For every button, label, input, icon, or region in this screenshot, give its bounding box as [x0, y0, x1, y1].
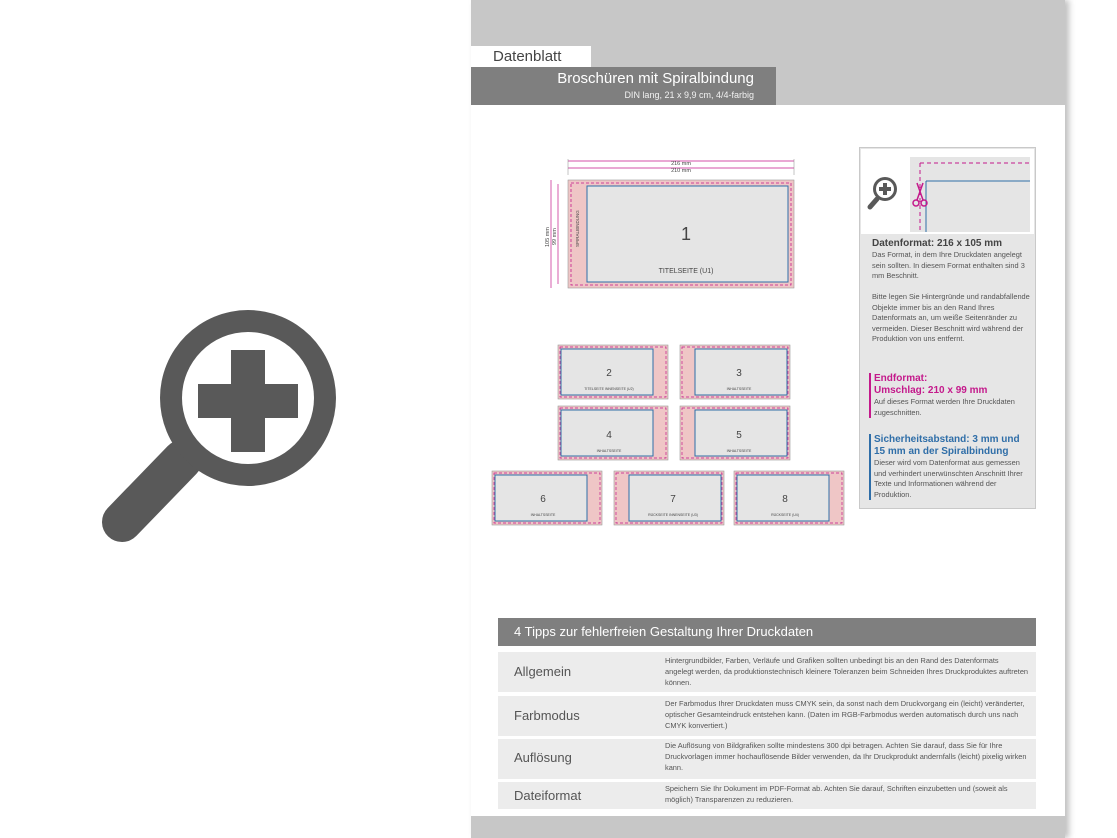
tip-label: Auflösung [514, 750, 572, 765]
width-outer-label: 216 mm [671, 161, 691, 167]
page-4-label: INHALTSSEITE [596, 449, 622, 453]
tip-text: Die Auflösung von Bildgrafiken sollte mindestens 300 dpi betragen. Achten Sie darauf, dass Sie für Ihre Druckvorlagen immer hochauflösende Bilder verwenden, da Ihr Druckprodukt andernfalls (leicht) pixelig wirken kann. [665, 741, 1027, 772]
tip-label: Dateiformat [514, 788, 582, 803]
zoom-in-icon[interactable] [100, 310, 360, 550]
datasheet-tab: Datenblatt [471, 46, 591, 67]
safety-section [869, 434, 1034, 500]
title-bar [471, 67, 776, 105]
height-outer-label: 105 mm [545, 227, 551, 247]
cover-number: 1 [680, 224, 692, 244]
document-subtitle: DIN lang, 21 x 9,9 cm, 4/4-farbig [624, 90, 754, 100]
format-preview [861, 149, 1034, 234]
tip-label: Allgemein [514, 664, 572, 679]
tips-header: 4 Tipps zur fehlerfreien Gestaltung Ihrer Druckdaten [498, 618, 1036, 646]
page-5-number: 5 [736, 430, 742, 441]
safety-text: Dieser wird vom Datenformat aus gemessen und verhindert unerwünschten Anschnitt Ihrer Texte und Informationen während der Produktion. [874, 458, 1023, 499]
zoom-in-small-icon[interactable] [870, 177, 897, 207]
height-inner-label: 99 mm [552, 228, 558, 245]
page-7 [614, 471, 724, 525]
cover-diagram [531, 155, 801, 295]
endformat-section [869, 373, 1034, 418]
endformat-title-1: Endformat: [874, 373, 928, 384]
safety-title-2: 15 mm an der Spiralbindung [874, 446, 1009, 457]
page-4 [558, 406, 668, 460]
page-8-label: RÜCKSEITE (U4) [771, 513, 799, 517]
page-8 [734, 471, 844, 525]
page-2-number: 2 [606, 368, 612, 379]
cover-label: TITELSEITE (U1) [658, 268, 714, 275]
safety-title-1: Sicherheitsabstand: 3 mm und [874, 434, 1020, 445]
endformat-text: Auf dieses Format werden Ihre Druckdaten zugeschnitten. [874, 397, 1015, 417]
tip-label: Farbmodus [514, 708, 580, 723]
document-title: Broschüren mit Spiralbindung [557, 70, 754, 87]
page-7-number: 7 [670, 494, 676, 505]
page-3-label: INHALTSSEITE [726, 387, 752, 391]
page-6-number: 6 [540, 494, 546, 505]
page-2-label: TITELSEITE INNENSEITE (U2) [584, 387, 634, 391]
footer-band [471, 816, 1065, 838]
datenformat-section [872, 238, 1032, 282]
page-8-number: 8 [782, 494, 788, 505]
page-5 [680, 406, 790, 460]
page-4-number: 4 [606, 430, 612, 441]
page-6-label: INHALTSSEITE [530, 513, 556, 517]
inner-pages-diagram [491, 343, 851, 528]
endformat-title-2: Umschlag: 210 x 99 mm [874, 385, 988, 396]
page-7-label: RÜCKSEITE INNENSEITE (U3) [648, 513, 698, 517]
page-6 [492, 471, 602, 525]
width-inner-label: 210 mm [671, 168, 691, 174]
datenformat-title: Datenformat: 216 x 105 mm [872, 238, 1003, 249]
page-2 [558, 345, 668, 399]
binding-label: SPIRALBINDUNG [575, 210, 580, 247]
tip-row-dateiformat [498, 782, 1036, 809]
datasheet-page [471, 0, 1065, 838]
page-3 [680, 345, 790, 399]
format-info-panel [859, 147, 1036, 509]
background-note: Bitte legen Sie Hintergründe und randabfallende Objekte immer bis an den Rand Ihres Datenformats an, um weiße Seitenränder zu vermeiden. Dieser Beschnitt wird während der Produktion von uns entfernt. [872, 292, 1030, 344]
tip-row-farbmodus [498, 696, 1036, 736]
tip-text: Der Farbmodus Ihrer Druckdaten muss CMYK sein, da sonst nach dem Druckvorgang ein (leicht) veränderter, optischer Gesamteindruck entstehen kann. (Daten im RGB-Farbmodus werden automatisch durch uns nach CMYK konvertiert.) [665, 699, 1025, 730]
tip-row-aufloesung [498, 739, 1036, 779]
tip-text: Speichern Sie Ihr Dokument im PDF-Format ab. Achten Sie darauf, Schriften einzubetten und (soweit als möglich) Transparenzen zu reduzieren. [665, 784, 1008, 804]
page-3-number: 3 [736, 368, 742, 379]
tip-text: Hintergrundbilder, Farben, Verläufe und Grafiken sollten unbedingt bis an den Rand des Datenformats angelegt werden, da produktionstechnisch kleinere Toleranzen beim Schneiden Ihres Druckproduktes auftreten können. [665, 656, 1029, 687]
tip-row-allgemein [498, 652, 1036, 692]
page-5-label: INHALTSSEITE [726, 449, 752, 453]
datenformat-text: Das Format, in dem Ihre Druckdaten angelegt sein sollten. In diesem Format enthalten sind 3 mm Beschnitt. [872, 250, 1025, 281]
